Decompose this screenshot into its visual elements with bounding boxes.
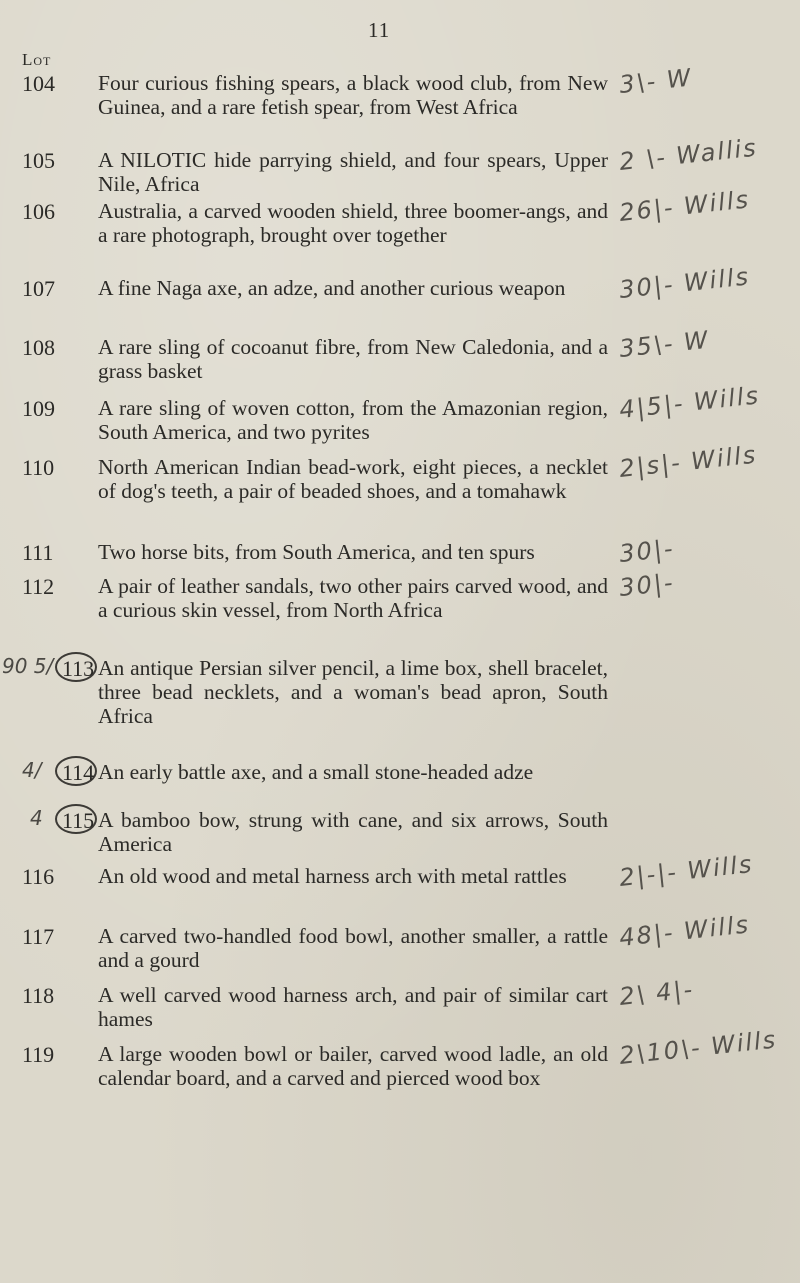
handwritten-price: 35\- W xyxy=(617,325,711,363)
lot-number: 104 xyxy=(22,71,55,96)
lot-description: Two horse bits, from South America, and ten spurs xyxy=(98,540,535,564)
handwritten-price: 2\10\- Wills xyxy=(617,1025,779,1070)
lot-number: 105 xyxy=(22,148,55,173)
lot-description: A NILOTIC hide parrying shield, and four spears, Upper Nile, Africa xyxy=(98,148,608,196)
handwritten-price: 4|5|- Wills xyxy=(617,381,762,424)
handwritten-price: 2 \- Wallis xyxy=(617,133,759,176)
lot-description: A well carved wood harness arch, and pair of similar cart hames xyxy=(98,983,608,1031)
handwritten-price: 30|- Wills xyxy=(617,262,752,304)
lot-description: A bamboo bow, strung with cane, and six arrows, South America xyxy=(98,808,608,856)
lot-number: 107 xyxy=(22,276,55,301)
lot-number: 110 xyxy=(22,455,55,480)
lot-description: An antique Persian silver pencil, a lime box, shell bracelet, three bead necklets, and a woman's bead apron, South Africa xyxy=(98,656,608,728)
lot-number: 118 xyxy=(22,983,55,1008)
lot-column-header: Lot xyxy=(22,50,52,69)
lot-number: 115 xyxy=(62,808,95,833)
lot-number: 106 xyxy=(22,199,55,224)
handwritten-price: 2|-|- Wills xyxy=(617,850,755,892)
lot-description: A pair of leather sandals, two other pairs carved wood, and a curious skin vessel, from North Africa xyxy=(98,574,608,622)
margin-pencil-note: 90 5/ xyxy=(2,654,54,678)
handwritten-price: 3\- W xyxy=(617,63,694,99)
lot-description: A large wooden bowl or bailer, carved wood ladle, an old calendar board, and a carved and pierced wood box xyxy=(98,1042,608,1090)
lot-number: 116 xyxy=(22,864,55,889)
margin-pencil-note: 4/ xyxy=(22,758,42,782)
handwritten-price: 2\ 4|- xyxy=(617,975,696,1011)
lot-number: 119 xyxy=(22,1042,55,1067)
handwritten-price: 26|- Wills xyxy=(617,185,752,227)
lot-number: 109 xyxy=(22,396,55,421)
handwritten-price: 30|- xyxy=(617,534,676,568)
lot-number: 111 xyxy=(22,540,54,565)
handwritten-price: 2|s|- Wills xyxy=(617,440,759,483)
lot-description: A carved two-handled food bowl, another smaller, a rattle and a gourd xyxy=(98,924,608,972)
lot-description: A rare sling of cocoanut fibre, from New Caledonia, and a grass basket xyxy=(98,335,608,383)
margin-pencil-note: 4 xyxy=(30,806,43,830)
lot-description: An old wood and metal harness arch with metal rattles xyxy=(98,864,567,888)
lot-description: An early battle axe, and a small stone-headed adze xyxy=(98,760,534,784)
lot-number: 108 xyxy=(22,335,55,360)
lot-description: A rare sling of woven cotton, from the Amazonian region, South America, and two pyrites xyxy=(98,396,608,444)
handwritten-price: 48|- Wills xyxy=(617,910,752,952)
lot-description: North American Indian bead-work, eight pieces, a necklet of dog's teeth, a pair of beaded shoes, and a tomahawk xyxy=(98,455,608,503)
lot-number: 117 xyxy=(22,924,55,949)
lot-number: 114 xyxy=(62,760,95,785)
page-number: 11 xyxy=(368,18,391,42)
lot-description: Australia, a carved wooden shield, three boomer-angs, and a rare photograph, brought over together xyxy=(98,199,608,247)
handwritten-price: 30|- xyxy=(617,568,676,602)
lot-number: 113 xyxy=(62,656,95,681)
lot-description: A fine Naga axe, an adze, and another curious weapon xyxy=(98,276,566,300)
lot-description: Four curious fishing spears, a black wood club, from New Guinea, and a rare fetish spear, from West Africa xyxy=(98,71,608,119)
lot-number: 112 xyxy=(22,574,55,599)
